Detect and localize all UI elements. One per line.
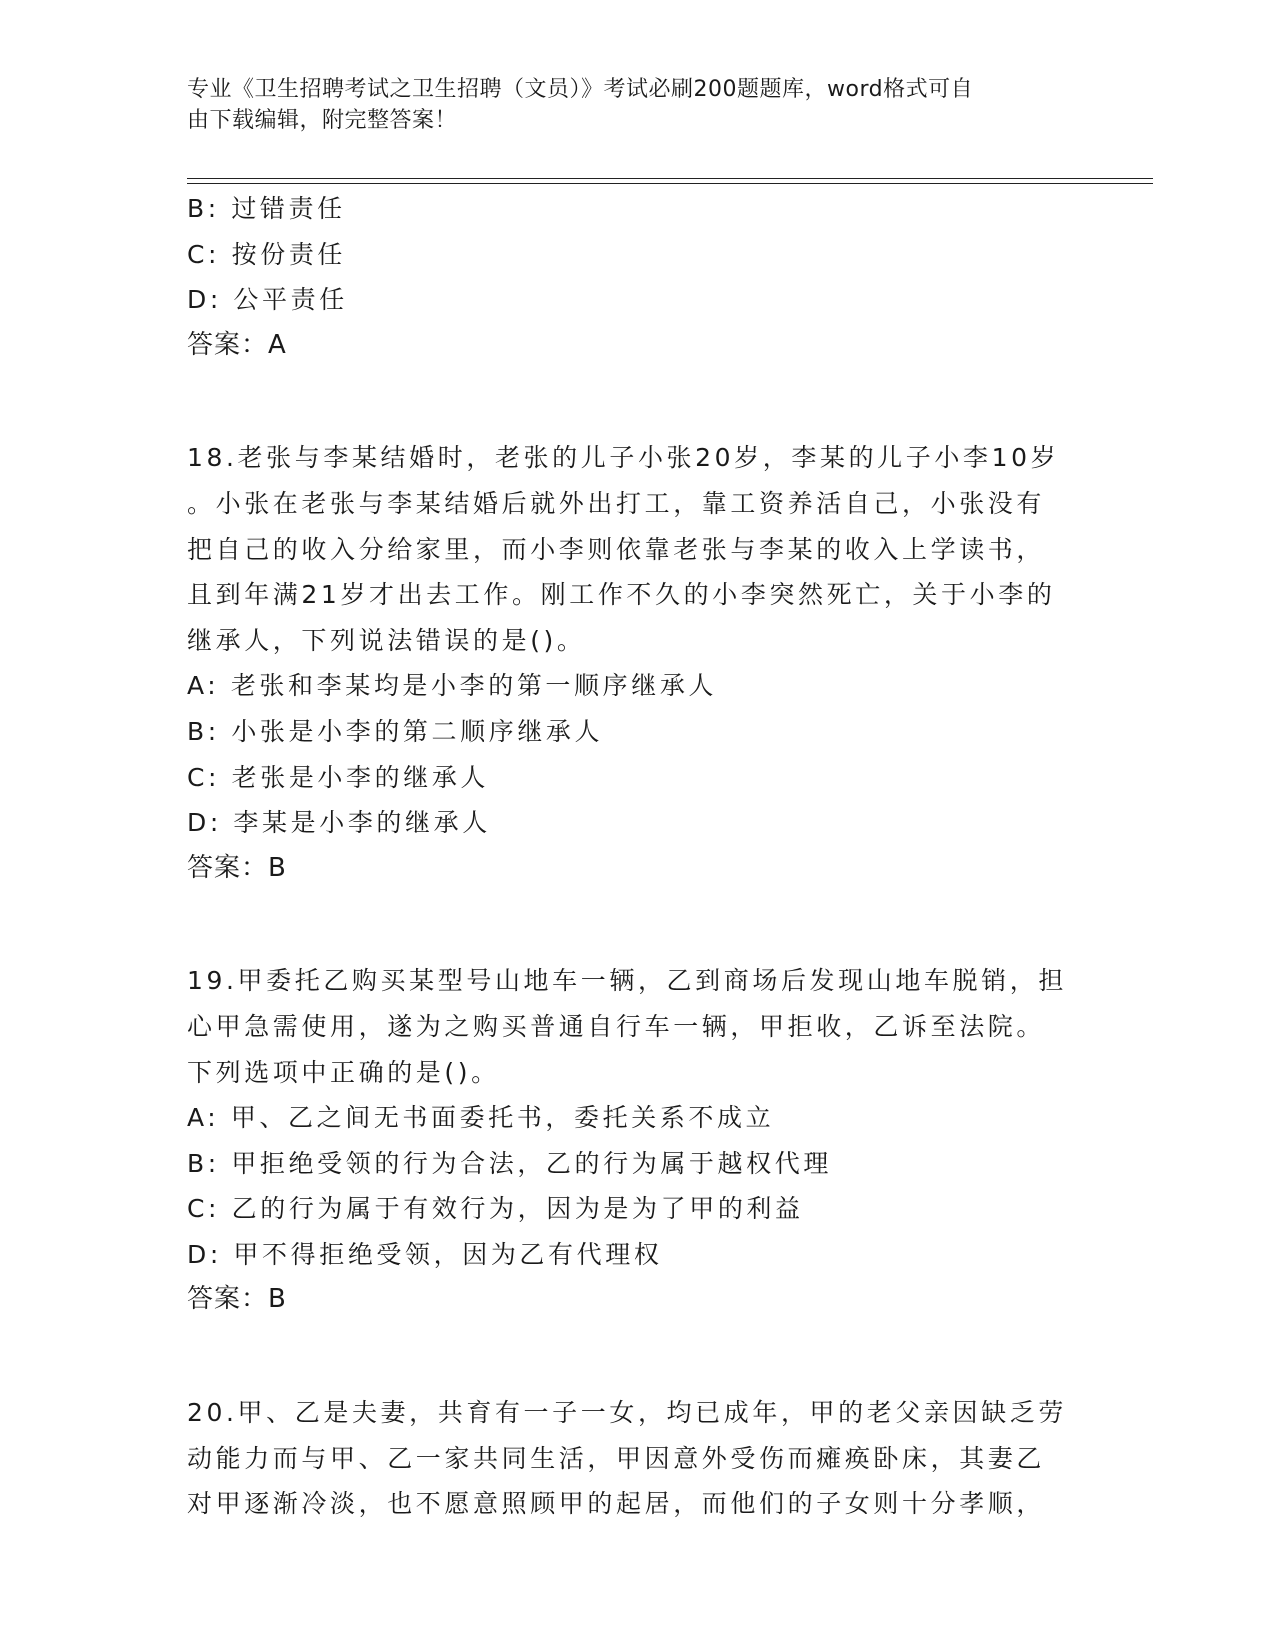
question-stem-line: 下列选项中正确的是()。 [187,1057,500,1087]
question-stem-line: 心甲急需使用，遂为之购买普通自行车一辆，甲拒收，乙诉至法院。 [187,1011,1046,1041]
question-spacer [187,1323,1087,1390]
option-d: D: 李某是小李的继承人 [187,808,491,838]
question-stem-line: 18.老张与李某结婚时，老张的儿子小张20岁，李某的儿子小李10岁 [187,443,1060,473]
answer-line: 答案：B [187,852,287,883]
question-17 [187,186,1087,368]
question-spacer [187,368,1087,435]
question-list [187,186,1087,1527]
answer-line: 答案：A [187,329,287,360]
question-stem-line: 继承人，下列说法错误的是()。 [187,625,586,655]
option-a: A: 老张和李某均是小李的第一顺序继承人 [187,671,718,701]
option-d: D: 公平责任 [187,285,348,315]
option-c: C: 老张是小李的继承人 [187,762,490,792]
option-b: B: 甲拒绝受领的行为合法，乙的行为属于越权代理 [187,1148,832,1178]
option-a: A: 甲、乙之间无书面委托书，委托关系不成立 [187,1103,775,1133]
question-stem-line: 把自己的收入分给家里，而小李则依靠老张与李某的收入上学读书， [187,534,1046,564]
question-19 [187,958,1087,1323]
header-divider-top [187,178,1153,179]
option-b: B: 小张是小李的第二顺序继承人 [187,716,604,746]
document-header [187,74,1067,136]
question-stem-line: 动能力而与甲、乙一家共同生活，甲因意外受伤而瘫痪卧床，其妻乙 [187,1443,1046,1473]
answer-line: 答案：B [187,1284,287,1315]
header-divider-bottom [187,183,1153,184]
option-c: C: 按份责任 [187,239,347,269]
option-d: D: 甲不得拒绝受领，因为乙有代理权 [187,1239,663,1269]
question-stem-line: 20.甲、乙是夫妻，共育有一子一女，均已成年，甲的老父亲因缺乏劳 [187,1398,1067,1428]
question-stem-line: 且到年满21岁才出去工作。刚工作不久的小李突然死亡，关于小李的 [187,580,1056,610]
question-stem-line: 。小张在老张与李某结婚后就外出打工，靠工资养活自己，小张没有 [187,488,1046,518]
question-stem-line: 19.甲委托乙购买某型号山地车一辆，乙到商场后发现山地车脱销，担 [187,966,1067,996]
question-spacer [187,891,1087,958]
header-line-2: 由下载编辑，附完整答案！ [187,108,458,133]
option-c: C: 乙的行为属于有效行为，因为是为了甲的利益 [187,1194,804,1224]
question-18 [187,435,1087,891]
question-20 [187,1390,1087,1527]
question-stem-line: 对甲逐渐冷淡，也不愿意照顾甲的起居，而他们的子女则十分孝顺， [187,1489,1046,1519]
header-line-1: 专业《卫生招聘考试之卫生招聘（文员）》考试必刷200题题库，word格式可自 [187,77,974,102]
option-b: B: 过错责任 [187,194,346,223]
